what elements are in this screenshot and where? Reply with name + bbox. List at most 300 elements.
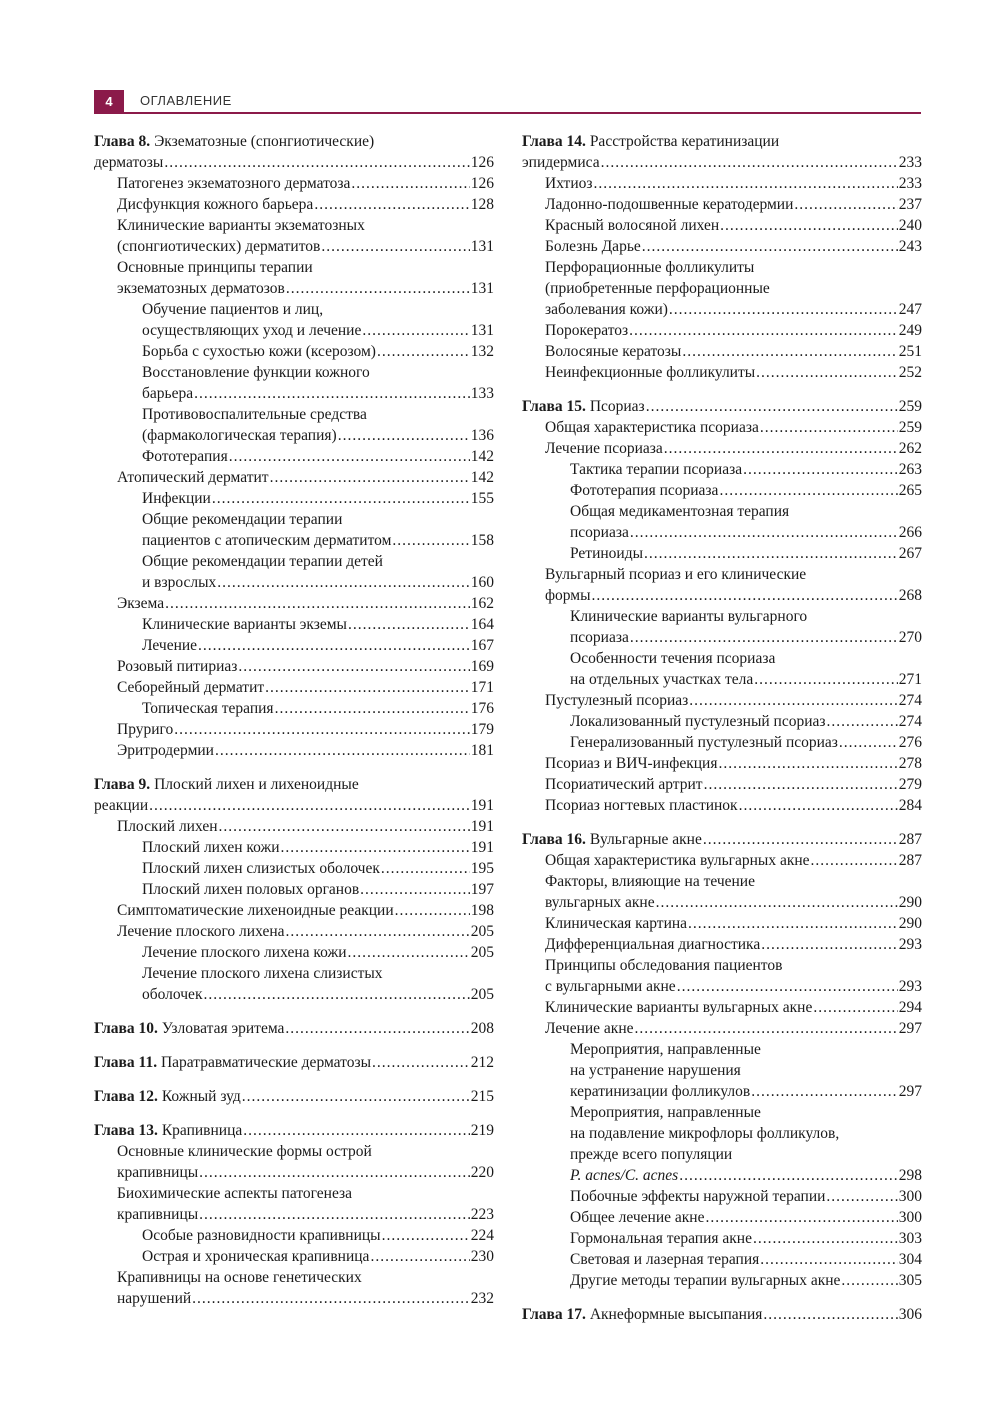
toc-entry-title: крапивницы [117,1206,199,1223]
toc-entry-title: Себорейный дерматит [117,679,265,696]
toc-entry-line[interactable] [94,816,494,837]
page-ref: 293 [898,936,922,953]
page-ref: 136 [470,427,494,444]
page-ref: 259 [898,419,922,436]
dot-leader [811,850,898,871]
toc-entry-line[interactable] [94,963,494,984]
page-ref: 284 [898,797,922,814]
toc-entry-title: P. acnes/C. acnes [570,1167,679,1184]
toc-entry-line[interactable] [522,396,922,417]
toc-entry-title: Общая медикаментозная терапия [570,503,790,520]
dot-leader [813,997,897,1018]
toc-entry-text [142,942,347,963]
toc-entry-line[interactable] [522,417,922,438]
toc-entry-line[interactable] [94,572,494,593]
toc-entry-title: Псориаз ногтевых пластинок [545,797,738,814]
toc-entry-title: Лечение плоского лихена кожи [142,944,347,961]
toc-entry-text [522,1304,762,1325]
page-ref: 191 [470,797,494,814]
toc-entry-line[interactable] [94,1246,494,1267]
toc-entry-line[interactable] [94,341,494,362]
toc-entry-line[interactable] [522,257,922,278]
toc-entry-line[interactable] [522,236,922,257]
toc-entry-line[interactable] [522,1102,922,1123]
toc-entry-line[interactable] [522,732,922,753]
chapter-label: Глава 10. [94,1020,158,1037]
toc-entry-text [570,1270,840,1291]
toc-entry-line[interactable] [522,320,922,341]
toc-entry-title: Основные клинические формы острой [117,1143,372,1160]
toc-entry-text [545,417,759,438]
dot-leader [321,236,469,257]
toc-entry-line[interactable] [94,774,494,795]
toc-entry-line[interactable] [522,564,922,585]
page-ref: 162 [470,595,494,612]
toc-entry-line[interactable] [94,656,494,677]
toc-entry-line[interactable] [522,152,922,173]
toc-entry-title: на подавление микрофлоры фолликулов, [570,1125,840,1142]
toc-entry-title: псориаза [570,524,629,541]
dot-leader [763,1304,897,1325]
page-ref: 271 [898,671,922,688]
page-ref: 300 [898,1209,922,1226]
toc-entry-line[interactable] [94,551,494,572]
toc-entry-title: Вульгарный псориаз и его клинические [545,566,807,583]
toc-entry-title: Плоский лихен половых органов [142,881,360,898]
toc-entry-title: Пруриго [117,721,174,738]
page-ref: 133 [470,385,494,402]
toc-entry-title: Дисфункция кожного барьера [117,196,314,213]
toc-entry-text [142,320,361,341]
dot-leader [243,1120,470,1141]
dot-leader [719,480,897,501]
dot-leader [679,1165,898,1186]
toc-entry-line[interactable] [522,1018,922,1039]
toc-entry-text [142,446,228,467]
toc-entry-title: Патогенез экзематозного дерматоза [117,175,351,192]
toc-entry-line[interactable] [522,1039,922,1060]
toc-chapter [522,829,922,1291]
toc-entry-title: Борьба с сухостью кожи (ксерозом) [142,343,376,360]
dot-leader [382,1225,470,1246]
toc-entry-title: Псориаз [589,398,645,415]
toc-entry-text [545,1018,634,1039]
toc-entry-line[interactable] [94,614,494,635]
toc-chapter [94,1086,494,1107]
dot-leader [314,194,469,215]
toc-entry-line[interactable] [94,152,494,173]
toc-entry-line[interactable] [94,236,494,257]
toc-entry-text [570,648,775,669]
dot-leader [199,1204,470,1225]
dot-leader [720,215,898,236]
page-ref: 131 [470,238,494,255]
toc-entry-title: Лечение [142,637,198,654]
toc-entry-line[interactable] [94,173,494,194]
toc-entry-title: Экзематозные (спонгиотические) [154,133,375,150]
toc-entry-text [545,215,719,236]
page-ref: 251 [898,343,922,360]
dot-leader [164,152,469,173]
page-ref: 252 [898,364,922,381]
toc-entry-line[interactable] [94,278,494,299]
toc-entry-title: Расстройства кератинизации [589,133,780,150]
toc-entry-line[interactable] [94,425,494,446]
toc-entry-text [142,879,359,900]
dot-leader [743,459,898,480]
toc-entry-line[interactable] [522,648,922,669]
toc-entry-line[interactable] [522,1144,922,1165]
toc-entry-title: Побочные эффекты наружной терапии [570,1188,826,1205]
toc-entry-line[interactable] [522,795,922,816]
toc-left-column [94,131,494,1322]
toc-entry-line[interactable] [522,997,922,1018]
toc-entry-line[interactable] [522,341,922,362]
toc-entry-line[interactable] [94,467,494,488]
toc-entry-title: Особенности течения псориаза [570,650,776,667]
page-ref: 212 [470,1054,494,1071]
dot-leader [644,543,898,564]
toc-entry-line[interactable] [94,593,494,614]
toc-entry-line[interactable] [94,1018,494,1039]
toc-entry-line[interactable] [94,1183,494,1204]
toc-entry-line[interactable] [522,976,922,997]
page-ref: 195 [470,860,494,877]
toc-entry-title: Крапивница [161,1122,243,1139]
toc-entry-line[interactable] [522,1228,922,1249]
toc-entry-line[interactable] [94,1225,494,1246]
page-ref: 233 [898,175,922,192]
dot-leader [217,572,469,593]
toc-entry-text [117,257,313,278]
toc-entry-title: оболочек [142,986,203,1003]
toc-entry-text [142,530,391,551]
toc-right-column [522,131,922,1338]
toc-entry-title: Плоский лихен и лихеноидные [154,776,359,793]
toc-entry-line[interactable] [94,1052,494,1073]
toc-entry-text [545,690,688,711]
toc-entry-text [117,740,214,761]
toc-entry-line[interactable] [522,1207,922,1228]
page-ref: 249 [898,322,922,339]
page-ref: 142 [470,469,494,486]
page-ref: 279 [898,776,922,793]
toc-entry-line[interactable] [522,829,922,850]
toc-entry-line[interactable] [94,1086,494,1107]
toc-entry-line[interactable] [94,1204,494,1225]
toc-entry-text [142,698,274,719]
dot-leader [754,669,898,690]
toc-entry-line[interactable] [522,711,922,732]
page-ref: 230 [470,1248,494,1265]
toc-entry-line[interactable] [94,1162,494,1183]
toc-entry-title: Узловатая эритема [161,1020,285,1037]
dot-leader [664,438,898,459]
toc-entry-line[interactable] [94,837,494,858]
toc-entry-title: крапивницы [117,1164,199,1181]
toc-entry-text [117,1204,198,1225]
toc-entry-text [545,173,593,194]
page-ref: 265 [898,482,922,499]
dot-leader [275,698,470,719]
toc-entry-text [570,1228,752,1249]
toc-entry-line[interactable] [94,299,494,320]
toc-entry-text [545,871,755,892]
page-ref: 287 [898,831,922,848]
toc-entry-title: Клинические варианты экзематозных [117,217,365,234]
toc-entry-text [94,774,359,795]
toc-entry-text [545,850,810,871]
toc-entry-title: Крапивницы на основе генетических [117,1269,362,1286]
toc-entry-line[interactable] [522,215,922,236]
page-ref: 155 [470,490,494,507]
toc-entry-title: псориаза [570,629,629,646]
toc-entry-line[interactable] [522,459,922,480]
toc-entry-line[interactable] [94,879,494,900]
toc-entry-line[interactable] [522,753,922,774]
toc-entry-line[interactable] [94,942,494,963]
dot-leader [351,173,469,194]
toc-entry-text [545,913,687,934]
dot-leader [199,1162,470,1183]
page-ref: 208 [470,1020,494,1037]
page-ref: 297 [898,1020,922,1037]
toc-entry-text [545,564,806,585]
toc-entry-line[interactable] [94,215,494,236]
toc-entry-line[interactable] [522,955,922,976]
dot-leader [229,446,470,467]
toc-entry-line[interactable] [94,984,494,1005]
page-ref: 298 [898,1167,922,1184]
toc-entry-line[interactable] [94,698,494,719]
toc-entry-line[interactable] [94,194,494,215]
dot-leader [760,1249,897,1270]
page-ref: 181 [470,742,494,759]
toc-entry-line[interactable] [522,690,922,711]
toc-entry-text [142,383,193,404]
toc-entry-title: Атопический дерматит [117,469,269,486]
toc-entry-line[interactable] [94,1267,494,1288]
toc-entry-line[interactable] [522,480,922,501]
toc-entry-text [117,816,218,837]
dot-leader [219,816,470,837]
toc-entry-line[interactable] [522,585,922,606]
toc-entry-line[interactable] [522,362,922,383]
toc-entry-title: реакции [94,797,149,814]
toc-entry-title: Перфорационные фолликулиты [545,259,755,276]
toc-entry-text [545,257,754,278]
toc-entry-text [142,404,367,425]
toc-entry-line[interactable] [94,383,494,404]
dot-leader [372,1052,470,1073]
toc-entry-title: Экзема [117,595,165,612]
toc-entry-title: Общая характеристика псориаза [545,419,759,436]
toc-entry-text [570,606,807,627]
page-ref: 267 [898,545,922,562]
toc-entry-line[interactable] [94,488,494,509]
toc-entry-title: Особые разновидности крапивницы [142,1227,381,1244]
toc-entry-line[interactable] [94,1120,494,1141]
toc-entry-title: Лечение плоского лихена слизистых [142,965,383,982]
toc-entry-line[interactable] [522,1060,922,1081]
toc-entry-title: (фармакологическая терапия) [142,427,337,444]
toc-entry-line[interactable] [522,627,922,648]
toc-entry-text [117,593,164,614]
toc-entry-line[interactable] [522,669,922,690]
dot-leader [630,522,898,543]
toc-entry-text [142,341,376,362]
dot-leader [642,236,898,257]
page-ref: 268 [898,587,922,604]
toc-entry-text [94,131,374,152]
toc-entry-text [545,997,812,1018]
toc-entry-line[interactable] [522,131,922,152]
toc-entry-line[interactable] [94,740,494,761]
toc-entry-line[interactable] [522,850,922,871]
toc-entry-line[interactable] [94,921,494,942]
page-ref: 164 [470,616,494,633]
dot-leader [348,942,470,963]
toc-entry-title: Плоский лихен кожи [142,839,280,856]
page-ref: 132 [470,343,494,360]
dot-leader [794,194,897,215]
dot-leader [756,362,898,383]
dot-leader [827,711,898,732]
toc-entry-line[interactable] [522,1123,922,1144]
page-ref: 270 [898,629,922,646]
dot-leader [348,614,470,635]
toc-entry-line[interactable] [522,278,922,299]
toc-entry-text [570,1165,678,1186]
toc-entry-title: Биохимические аспекты патогенеза [117,1185,353,1202]
toc-entry-line[interactable] [94,1288,494,1309]
dot-leader [688,913,898,934]
toc-entry-line[interactable] [522,543,922,564]
toc-entry-text [570,543,643,564]
toc-entry-line[interactable] [94,677,494,698]
toc-entry-line[interactable] [522,1186,922,1207]
toc-entry-line[interactable] [94,131,494,152]
page-ref: 126 [470,154,494,171]
page-ref: 191 [470,818,494,835]
dot-leader [629,320,898,341]
toc-entry-line[interactable] [522,934,922,955]
toc-entry-line[interactable] [522,299,922,320]
toc-entry-line[interactable] [94,858,494,879]
toc-entry-line[interactable] [522,438,922,459]
toc-entry-line[interactable] [94,1141,494,1162]
toc-entry-line[interactable] [522,1165,922,1186]
toc-chapter [94,1018,494,1039]
dot-leader [360,879,470,900]
toc-entry-line[interactable] [522,606,922,627]
toc-entry-line[interactable] [522,1249,922,1270]
toc-entry-line[interactable] [94,635,494,656]
toc-entry-text [545,892,655,913]
toc-entry-line[interactable] [522,1270,922,1291]
toc-entry-line[interactable] [94,362,494,383]
toc-entry-text [570,1060,741,1081]
toc-entry-line[interactable] [94,320,494,341]
toc-entry-text [117,921,285,942]
chapter-label: Глава 15. [522,398,586,415]
dot-leader [739,795,898,816]
toc-entry-line[interactable] [94,795,494,816]
toc-entry-line[interactable] [94,900,494,921]
dot-leader [377,341,470,362]
chapter-label: Глава 13. [94,1122,158,1139]
toc-entry-line[interactable] [522,522,922,543]
dot-leader [751,1081,898,1102]
toc-entry-text [545,934,760,955]
toc-entry-line[interactable] [522,1081,922,1102]
toc-entry-text [142,963,383,984]
toc-entry-title: Общее лечение акне [570,1209,705,1226]
toc-entry-title: Симптоматические лихеноидные реакции [117,902,394,919]
page-ref: 306 [898,1306,922,1323]
dot-leader [194,383,470,404]
toc-entry-title: дерматозы [94,154,164,171]
page-ref: 297 [898,1083,922,1100]
toc-entry-title: Генерализованный пустулезный псориаз [570,734,838,751]
toc-entry-text [117,215,365,236]
toc-entry-line[interactable] [94,719,494,740]
toc-entry-title: Плоский лихен слизистых оболочек [142,860,380,877]
toc-entry-line[interactable] [94,446,494,467]
toc-entry-text [94,1018,284,1039]
toc-entry-line[interactable] [522,194,922,215]
dot-leader [594,173,898,194]
dot-leader [203,984,469,1005]
toc-entry-title: Порокератоз [545,322,629,339]
toc-entry-text [545,320,628,341]
toc-entry-text [117,278,285,299]
page-ref: 219 [470,1122,494,1139]
toc-entry-title: Псориаз и ВИЧ-инфекция [545,755,718,772]
page-ref: 278 [898,755,922,772]
toc-entry-title: Локализованный пустулезный псориаз [570,713,826,730]
page-ref: 303 [898,1230,922,1247]
toc-entry-line[interactable] [522,173,922,194]
page-ref: 205 [470,986,494,1003]
toc-entry-line[interactable] [522,774,922,795]
dot-leader [265,677,470,698]
toc-entry-line[interactable] [522,913,922,934]
dot-leader [718,753,897,774]
toc-entry-text [545,278,770,299]
toc-chapter [94,131,494,761]
toc-entry-line[interactable] [522,892,922,913]
toc-entry-line[interactable] [94,509,494,530]
toc-entry-line[interactable] [522,1304,922,1325]
dot-leader [839,732,898,753]
dot-leader [656,892,898,913]
toc-entry-title: Общие рекомендации терапии детей [142,553,383,570]
toc-entry-title: барьера [142,385,194,402]
toc-entry-line[interactable] [522,871,922,892]
toc-entry-text [570,501,789,522]
toc-entry-line[interactable] [94,404,494,425]
toc-entry-title: формы [545,587,591,604]
toc-entry-text [142,299,323,320]
toc-entry-line[interactable] [94,530,494,551]
toc-entry-text [545,585,591,606]
toc-entry-line[interactable] [94,257,494,278]
toc-entry-line[interactable] [522,501,922,522]
toc-entry-title: пациентов с атопическим дерматитом [142,532,392,549]
toc-entry-title: Болезнь Дарье [545,238,641,255]
page-header [94,90,921,116]
